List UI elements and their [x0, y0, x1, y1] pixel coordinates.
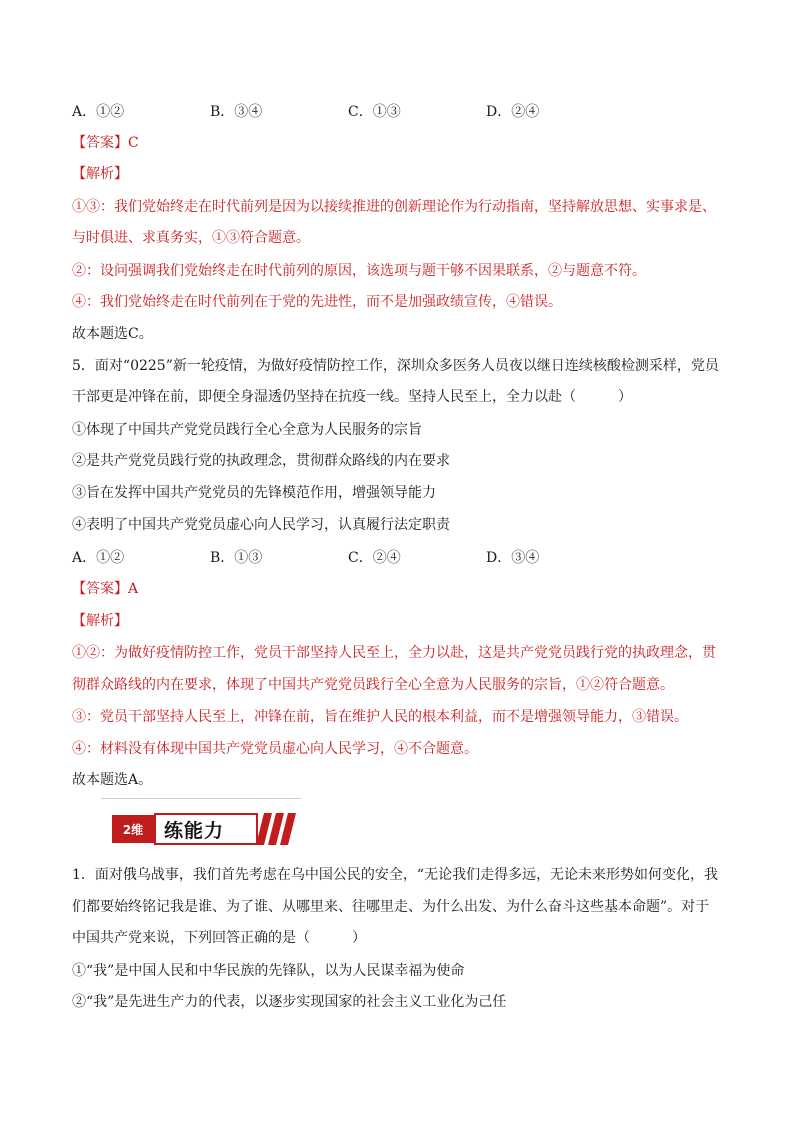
q5-statement: ①体现了中国共产党党员践行全心全意为人民服务的宗旨 [72, 422, 422, 438]
q5-answer [72, 580, 138, 598]
q1-stem-line: 中国共产党来说，下列回答正确的是（ ） [72, 930, 366, 946]
q4-option-c: C．①③ [348, 104, 401, 120]
q5-statement: ④表明了中国共产党党员虚心向人民学习，认真履行法定职责 [72, 517, 450, 533]
q5-option-b: B．①③ [210, 550, 263, 566]
section-number: 2维 [112, 815, 154, 843]
q5-analysis-line: ③：党员干部坚持人民至上，冲锋在前，旨在维护人民的根本利益，而不是增强领导能力，③错误。 [72, 709, 688, 725]
q4-analysis-line: ②：设问强调我们党始终走在时代前列的原因，该选项与题干够不因果联系，②与题意不符。 [72, 263, 646, 279]
q5-answer-value: A [128, 581, 139, 597]
q4-options [72, 103, 624, 121]
q5-statement: ②是共产党党员践行党的执政理念，贯彻群众路线的内在要求 [72, 453, 450, 469]
q1-statement: ①“我”是中国人民和中华民族的先锋队，以为人民谋幸福为使命 [72, 963, 465, 979]
q4-option-b: B．③④ [210, 104, 263, 120]
q5-option-a: A．①② [72, 550, 125, 566]
q4-analysis-label: 【解析】 [72, 166, 128, 182]
q5-option-c: C．②④ [348, 550, 401, 566]
q5-statement: ③旨在发挥中国共产党党员的先锋模范作用，增强领导能力 [72, 485, 436, 501]
q4-analysis-line: ①③：我们党始终走在时代前列是因为以接续推进的创新理论作为行动指南，坚持解放思想、实事求是、 [72, 199, 716, 215]
stripes-decoration-icon [258, 813, 298, 845]
q5-conclusion: 故本题选A。 [72, 772, 153, 788]
q4-analysis-line: 与时俱进、求真务实，①③符合题意。 [72, 230, 310, 246]
section-title: 练能力 [164, 820, 225, 842]
q5-stem-line: 5．面对“0225”新一轮疫情，为做好疫情防控工作，深圳众多医务人员夜以继日连续核酸检测采样，党员 [72, 358, 719, 374]
section-divider [101, 798, 301, 799]
q4-answer [72, 134, 139, 152]
q5-option-d: D．③④ [486, 550, 540, 566]
q1-stem-line: 们都要始终铭记我是谁、为了谁、从哪里来、往哪里走、为什么出发、为什么奋斗这些基本命题”。对于 [72, 899, 710, 915]
q5-options [72, 549, 624, 567]
section-badge [112, 813, 282, 845]
q5-analysis-line: ①②：为做好疫情防控工作，党员干部坚持人民至上，全力以赴，这是共产党党员践行党的执政理念，贯 [72, 645, 716, 661]
q4-conclusion: 故本题选C。 [72, 326, 153, 342]
q4-option-d: D．②④ [486, 104, 540, 120]
q5-analysis-label: 【解析】 [72, 613, 128, 629]
q4-option-a: A．①② [72, 104, 125, 120]
q1-stem-line: 1．面对俄乌战事，我们首先考虑在乌中国公民的安全，“无论我们走得多远，无论未来形势如何变化，我 [72, 867, 719, 883]
q5-answer-label: 【答案】 [72, 581, 128, 597]
q4-analysis-line: ④：我们党始终走在时代前列在于党的先进性，而不是加强政绩宣传，④错误。 [72, 294, 562, 310]
q4-answer-value: C [128, 135, 139, 151]
q1-statement: ②“我”是先进生产力的代表，以逐步实现国家的社会主义工业化为己任 [72, 994, 507, 1010]
q5-analysis-line: 彻群众路线的内在要求，体现了中国共产党党员践行全心全意为人民服务的宗旨，①②符合题意。 [72, 677, 674, 693]
q5-stem-line: 干部更是冲锋在前，即便全身湿透仍坚持在抗疫一线。坚持人民至上，全力以赴（ ） [72, 389, 632, 405]
q5-analysis-line: ④：材料没有体现中国共产党党员虚心向人民学习，④不合题意。 [72, 741, 478, 757]
q4-answer-label: 【答案】 [72, 135, 128, 151]
